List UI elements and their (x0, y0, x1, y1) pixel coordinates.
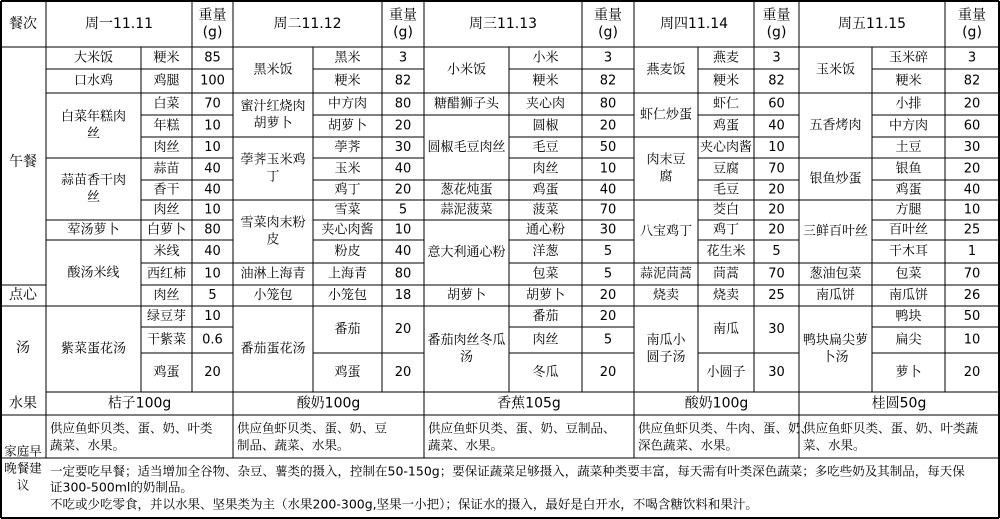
dish-name: 蒜苗香干肉丝 (60, 173, 127, 205)
ingredient-name: 包菜 (895, 266, 922, 282)
day-header-4: 周四11.14 (659, 16, 729, 32)
dish-name: 燕麦饭 (646, 62, 686, 78)
weight-header-5: 重量(g) (958, 7, 986, 41)
ingredient-name: 茼蒿 (712, 266, 740, 282)
ingredient-weight: 20 (599, 118, 617, 134)
dish-name: 五香烤肉 (809, 118, 862, 133)
ingredient-name: 黑米 (334, 50, 361, 66)
ingredient-name: 蒜苗 (153, 161, 180, 177)
ingredient-weight: 0.6 (202, 332, 223, 348)
ingredient-weight: 70 (768, 161, 785, 177)
ingredient-name: 粳米 (532, 73, 559, 89)
ingredient-weight: 50 (963, 309, 981, 324)
ingredient-name: 萝卜 (895, 365, 922, 380)
ingredient-weight: 60 (963, 118, 981, 134)
dish-name: 葱花炖蛋 (440, 182, 493, 198)
ingredient-name: 鸭块 (895, 309, 922, 324)
ingredient-weight: 80 (599, 96, 617, 112)
ingredient-name: 小排 (895, 96, 922, 112)
ingredient-weight: 40 (963, 182, 981, 198)
ingredient-name: 荸荠 (334, 140, 361, 155)
ingredient-name: 方腿 (895, 202, 922, 218)
advice-4: 供应鱼虾贝类、牛肉、蛋、奶、深色蔬菜、水果。 (638, 420, 814, 453)
day-header-3: 周三11.13 (468, 16, 538, 32)
dish-name: 肉末豆腐 (646, 152, 686, 185)
ingredient-name: 粳米 (153, 50, 180, 66)
ingredient-name: 夹心肉酱 (699, 140, 753, 155)
ingredient-weight: 30 (768, 365, 785, 380)
dish-name: 小笼包 (253, 288, 293, 303)
ingredient-weight: 10 (963, 202, 981, 218)
fruit-3: 香蕉105g (497, 395, 561, 412)
ingredient-weight: 70 (768, 266, 785, 282)
ingredient-weight: 30 (599, 222, 617, 238)
dish-name: 小米饭 (446, 62, 487, 78)
ingredient-weight: 30 (394, 140, 412, 155)
ingredient-weight: 5 (603, 332, 613, 348)
ingredient-weight: 82 (599, 73, 617, 89)
dish-name: 黑米饭 (253, 62, 293, 78)
dish-name: 荸荠玉米鸡丁 (240, 152, 306, 185)
dish-name: 玉米饭 (815, 62, 856, 78)
dish-name: 意大利通心粉 (427, 245, 506, 260)
ingredient-weight: 3 (967, 50, 977, 66)
ingredient-name: 肉丝 (532, 332, 559, 348)
dish-name: 紫菜蛋花汤 (60, 341, 127, 357)
dish-name: 蜜汁红烧肉胡萝卜 (240, 99, 306, 131)
ingredient-weight: 80 (394, 266, 412, 282)
ingredient-weight: 80 (394, 96, 412, 112)
ingredient-name: 燕麦 (712, 50, 740, 66)
ingredient-name: 玉米碎 (888, 50, 929, 66)
ingredient-name: 鸡蛋 (712, 118, 740, 134)
ingredient-name: 年糕 (153, 118, 180, 134)
ingredient-weight: 20 (204, 365, 221, 380)
dish-name: 番茄肉丝冬瓜汤 (427, 333, 506, 365)
advice-3: 供应鱼虾贝类、蛋、奶、豆制品、蔬菜、水果。 (428, 420, 616, 453)
dish-name: 蒜泥茼蒿 (639, 266, 693, 282)
ingredient-name: 毛豆 (532, 140, 559, 155)
ingredient-weight: 20 (963, 96, 981, 112)
advice-2: 供应鱼虾贝类、蛋、奶、豆制品、蔬菜、水果。 (237, 420, 388, 453)
dish-name: 酸汤米线 (67, 265, 120, 281)
ingredient-weight: 10 (204, 309, 221, 324)
ingredient-weight: 40 (394, 161, 412, 177)
meal-header: 餐次 (9, 16, 37, 32)
weight-header-2: 重量(g) (389, 7, 417, 41)
day-header-5: 周五11.15 (837, 16, 907, 32)
ingredient-weight: 20 (768, 182, 785, 198)
ingredient-weight: 5 (772, 244, 781, 259)
ingredient-weight: 10 (394, 222, 412, 238)
ingredient-name: 毛豆 (712, 182, 740, 198)
ingredient-weight: 3 (603, 50, 613, 66)
ingredient-weight: 80 (204, 222, 221, 238)
ingredient-weight: 70 (204, 96, 221, 112)
ingredient-name: 肉丝 (532, 161, 559, 177)
dish-name: 葱油包菜 (809, 266, 862, 282)
ingredient-weight: 50 (599, 140, 617, 155)
weight-header-4: 重量(g) (762, 7, 791, 41)
ingredient-weight: 82 (963, 73, 981, 89)
ingredient-name: 夹心肉酱 (321, 222, 374, 238)
ingredient-name: 鸡腿 (153, 73, 180, 89)
advice-5: 供应鱼虾贝类、蛋、奶、叶类蔬菜、水果。 (803, 420, 979, 453)
ingredient-name: 小米 (532, 50, 559, 66)
ingredient-name: 西红柿 (146, 266, 187, 282)
ingredient-name: 胡萝卜 (327, 118, 368, 134)
ingredient-name: 冬瓜 (532, 365, 559, 380)
ingredient-weight: 82 (394, 73, 412, 89)
ingredient-name: 虾仁 (712, 96, 740, 112)
ingredient-weight: 40 (204, 161, 221, 177)
advice-1: 供应鱼虾贝类、蛋、奶、叶类蔬菜、水果。 (50, 420, 213, 453)
ingredient-name: 干紫菜 (146, 332, 187, 348)
ingredient-name: 通心粉 (525, 222, 566, 238)
ingredient-name: 豆腐 (712, 161, 740, 177)
ingredient-weight: 3 (398, 50, 408, 66)
ingredient-weight: 18 (394, 288, 412, 303)
ingredient-name: 茭白 (712, 202, 740, 218)
dish-name: 虾仁炒蛋 (639, 107, 693, 123)
ingredient-weight: 3 (772, 50, 781, 66)
ingredient-weight: 20 (394, 322, 412, 337)
ingredient-weight: 20 (768, 202, 785, 218)
dish-name: 蒜泥菠菜 (440, 202, 493, 218)
ingredient-name: 白菜 (153, 96, 180, 112)
ingredient-name: 洋葱 (532, 244, 559, 259)
ingredient-weight: 60 (768, 96, 785, 112)
dish-name: 雪菜肉末粉皮 (240, 215, 306, 248)
ingredient-name: 鸡蛋 (334, 365, 361, 380)
dish-name: 三鲜百叶丝 (802, 224, 869, 239)
ingredient-name: 粳米 (334, 73, 361, 89)
dish-name: 胡萝卜 (446, 288, 487, 303)
dish-name: 鸭块扁尖萝卜汤 (802, 333, 869, 365)
ingredient-name: 番茄 (334, 322, 361, 337)
weight-header-1: 重量(g) (198, 7, 227, 41)
ingredient-name: 圆椒 (532, 118, 559, 134)
ingredient-name: 鸡蛋 (532, 182, 559, 198)
ingredient-weight: 40 (204, 182, 221, 198)
footer-line-1: 一定要吃早餐；适当增加全谷物、杂豆、薯类的摄入，控制在50-150g；要保证蔬菜足够摄入，蔬菜种类要丰富，每天需有叶类深色蔬菜；多吃些奶及其制品，每天保 (50, 463, 965, 479)
dish-name: 大米饭 (73, 50, 114, 66)
ingredient-name: 肉丝 (153, 288, 180, 303)
dish-name: 南瓜小圆子汤 (646, 333, 686, 365)
ingredient-name: 上海青 (327, 266, 368, 282)
section-lunch: 午餐 (9, 154, 37, 170)
day-header-1: 周一11.11 (84, 16, 154, 32)
day-header-2: 周二11.12 (273, 16, 342, 32)
fruit-1: 桔子100g (107, 395, 172, 412)
ingredient-weight: 30 (963, 140, 981, 155)
ingredient-weight: 100 (200, 73, 225, 89)
dish-name: 烧卖 (652, 288, 680, 303)
ingredient-weight: 20 (394, 182, 412, 198)
dish-name: 油淋上海青 (240, 266, 306, 282)
ingredient-weight: 5 (603, 244, 613, 259)
ingredient-name: 菠菜 (532, 202, 559, 218)
section-snack: 点心 (9, 287, 37, 303)
ingredient-name: 小圆子 (706, 365, 746, 380)
footer-line-2: 证300-500ml的奶制品。 (50, 479, 193, 495)
dish-name: 口水鸡 (73, 73, 114, 89)
ingredient-weight: 20 (394, 118, 412, 134)
ingredient-weight: 85 (204, 50, 221, 66)
ingredient-name: 鸡蛋 (895, 182, 922, 198)
ingredient-name: 干木耳 (888, 244, 929, 259)
ingredient-weight: 10 (204, 266, 221, 282)
fruit-2: 酸奶100g (296, 395, 361, 412)
ingredient-weight: 40 (599, 182, 617, 198)
ingredient-name: 土豆 (895, 140, 922, 155)
ingredient-name: 白萝卜 (146, 222, 187, 238)
ingredient-name: 香干 (153, 182, 180, 198)
ingredient-weight: 10 (768, 140, 785, 155)
ingredient-weight: 30 (768, 322, 785, 337)
fruit-5: 桂圆50g (871, 395, 927, 412)
ingredient-weight: 10 (204, 140, 221, 155)
ingredient-weight: 40 (768, 118, 785, 134)
ingredient-weight: 10 (599, 161, 617, 177)
ingredient-name: 中方肉 (327, 96, 368, 112)
ingredient-name: 百叶丝 (888, 222, 929, 238)
ingredient-weight: 20 (963, 161, 981, 177)
section-advice: 家庭早晚餐建议 (4, 443, 42, 493)
ingredient-weight: 10 (963, 332, 981, 348)
ingredient-weight: 20 (599, 288, 617, 303)
ingredient-name: 绿豆芽 (146, 309, 187, 324)
ingredient-weight: 20 (963, 365, 981, 380)
ingredient-name: 中方肉 (888, 118, 929, 134)
ingredient-weight: 25 (963, 222, 981, 238)
ingredient-name: 南瓜饼 (888, 288, 929, 303)
dish-name: 银鱼炒蛋 (809, 171, 862, 187)
ingredient-weight: 20 (599, 365, 617, 380)
ingredient-name: 南瓜 (712, 322, 740, 337)
ingredient-name: 雪菜 (334, 202, 361, 218)
ingredient-name: 夹心肉 (525, 96, 566, 112)
ingredient-weight: 5 (603, 266, 613, 282)
ingredient-weight: 1 (967, 244, 977, 259)
ingredient-weight: 70 (599, 202, 617, 218)
ingredient-weight: 10 (204, 118, 221, 134)
ingredient-weight: 5 (398, 202, 408, 218)
ingredient-name: 小笼包 (327, 288, 368, 303)
ingredient-name: 鸡丁 (334, 182, 361, 198)
ingredient-name: 烧卖 (712, 288, 740, 303)
ingredient-name: 米线 (153, 244, 180, 259)
ingredient-weight: 20 (768, 222, 785, 238)
ingredient-name: 鸡丁 (712, 222, 740, 238)
ingredient-name: 扁尖 (895, 332, 922, 348)
ingredient-name: 粳米 (895, 73, 922, 89)
ingredient-weight: 26 (963, 288, 981, 303)
ingredient-name: 鸡蛋 (153, 365, 180, 380)
ingredient-name: 银鱼 (895, 161, 922, 177)
ingredient-weight: 10 (204, 202, 221, 218)
ingredient-weight: 20 (599, 309, 617, 324)
ingredient-name: 肉丝 (153, 140, 180, 155)
ingredient-weight: 5 (208, 288, 217, 303)
ingredient-name: 肉丝 (153, 202, 180, 218)
ingredient-name: 粉皮 (334, 244, 361, 259)
dish-name: 荤汤萝卜 (67, 222, 120, 238)
table-cells (4, 8, 986, 512)
section-soup: 汤 (16, 340, 30, 356)
weight-header-3: 重量(g) (594, 7, 622, 41)
ingredient-weight: 82 (768, 73, 785, 89)
dish-name: 南瓜饼 (815, 288, 856, 303)
dish-name: 白菜年糕肉丝 (60, 109, 127, 142)
ingredient-name: 番茄 (532, 309, 559, 324)
dish-name: 八宝鸡丁 (639, 224, 693, 239)
ingredient-name: 胡萝卜 (525, 288, 566, 303)
ingredient-name: 包菜 (532, 266, 559, 282)
ingredient-weight: 70 (963, 266, 981, 282)
dish-name: 糖醋狮子头 (433, 96, 500, 112)
ingredient-name: 玉米 (334, 161, 361, 177)
footer-line-3: 不吃或少吃零食，并以水果、坚果类为主（水果200-300g,坚果一小把）；保证水的摄入，最好是白开水，不喝含糖饮料和果汁。 (50, 496, 758, 512)
dish-name: 圆椒毛豆肉丝 (427, 140, 506, 155)
ingredient-weight: 40 (204, 244, 221, 259)
ingredient-name: 粳米 (712, 73, 740, 89)
section-fruit: 水果 (9, 395, 37, 412)
dish-name: 番茄蛋花汤 (240, 341, 306, 357)
ingredient-weight: 20 (394, 365, 412, 380)
ingredient-weight: 40 (394, 244, 412, 259)
fruit-4: 酸奶100g (684, 395, 749, 412)
ingredient-weight: 25 (768, 288, 785, 303)
ingredient-name: 花生米 (706, 244, 746, 259)
